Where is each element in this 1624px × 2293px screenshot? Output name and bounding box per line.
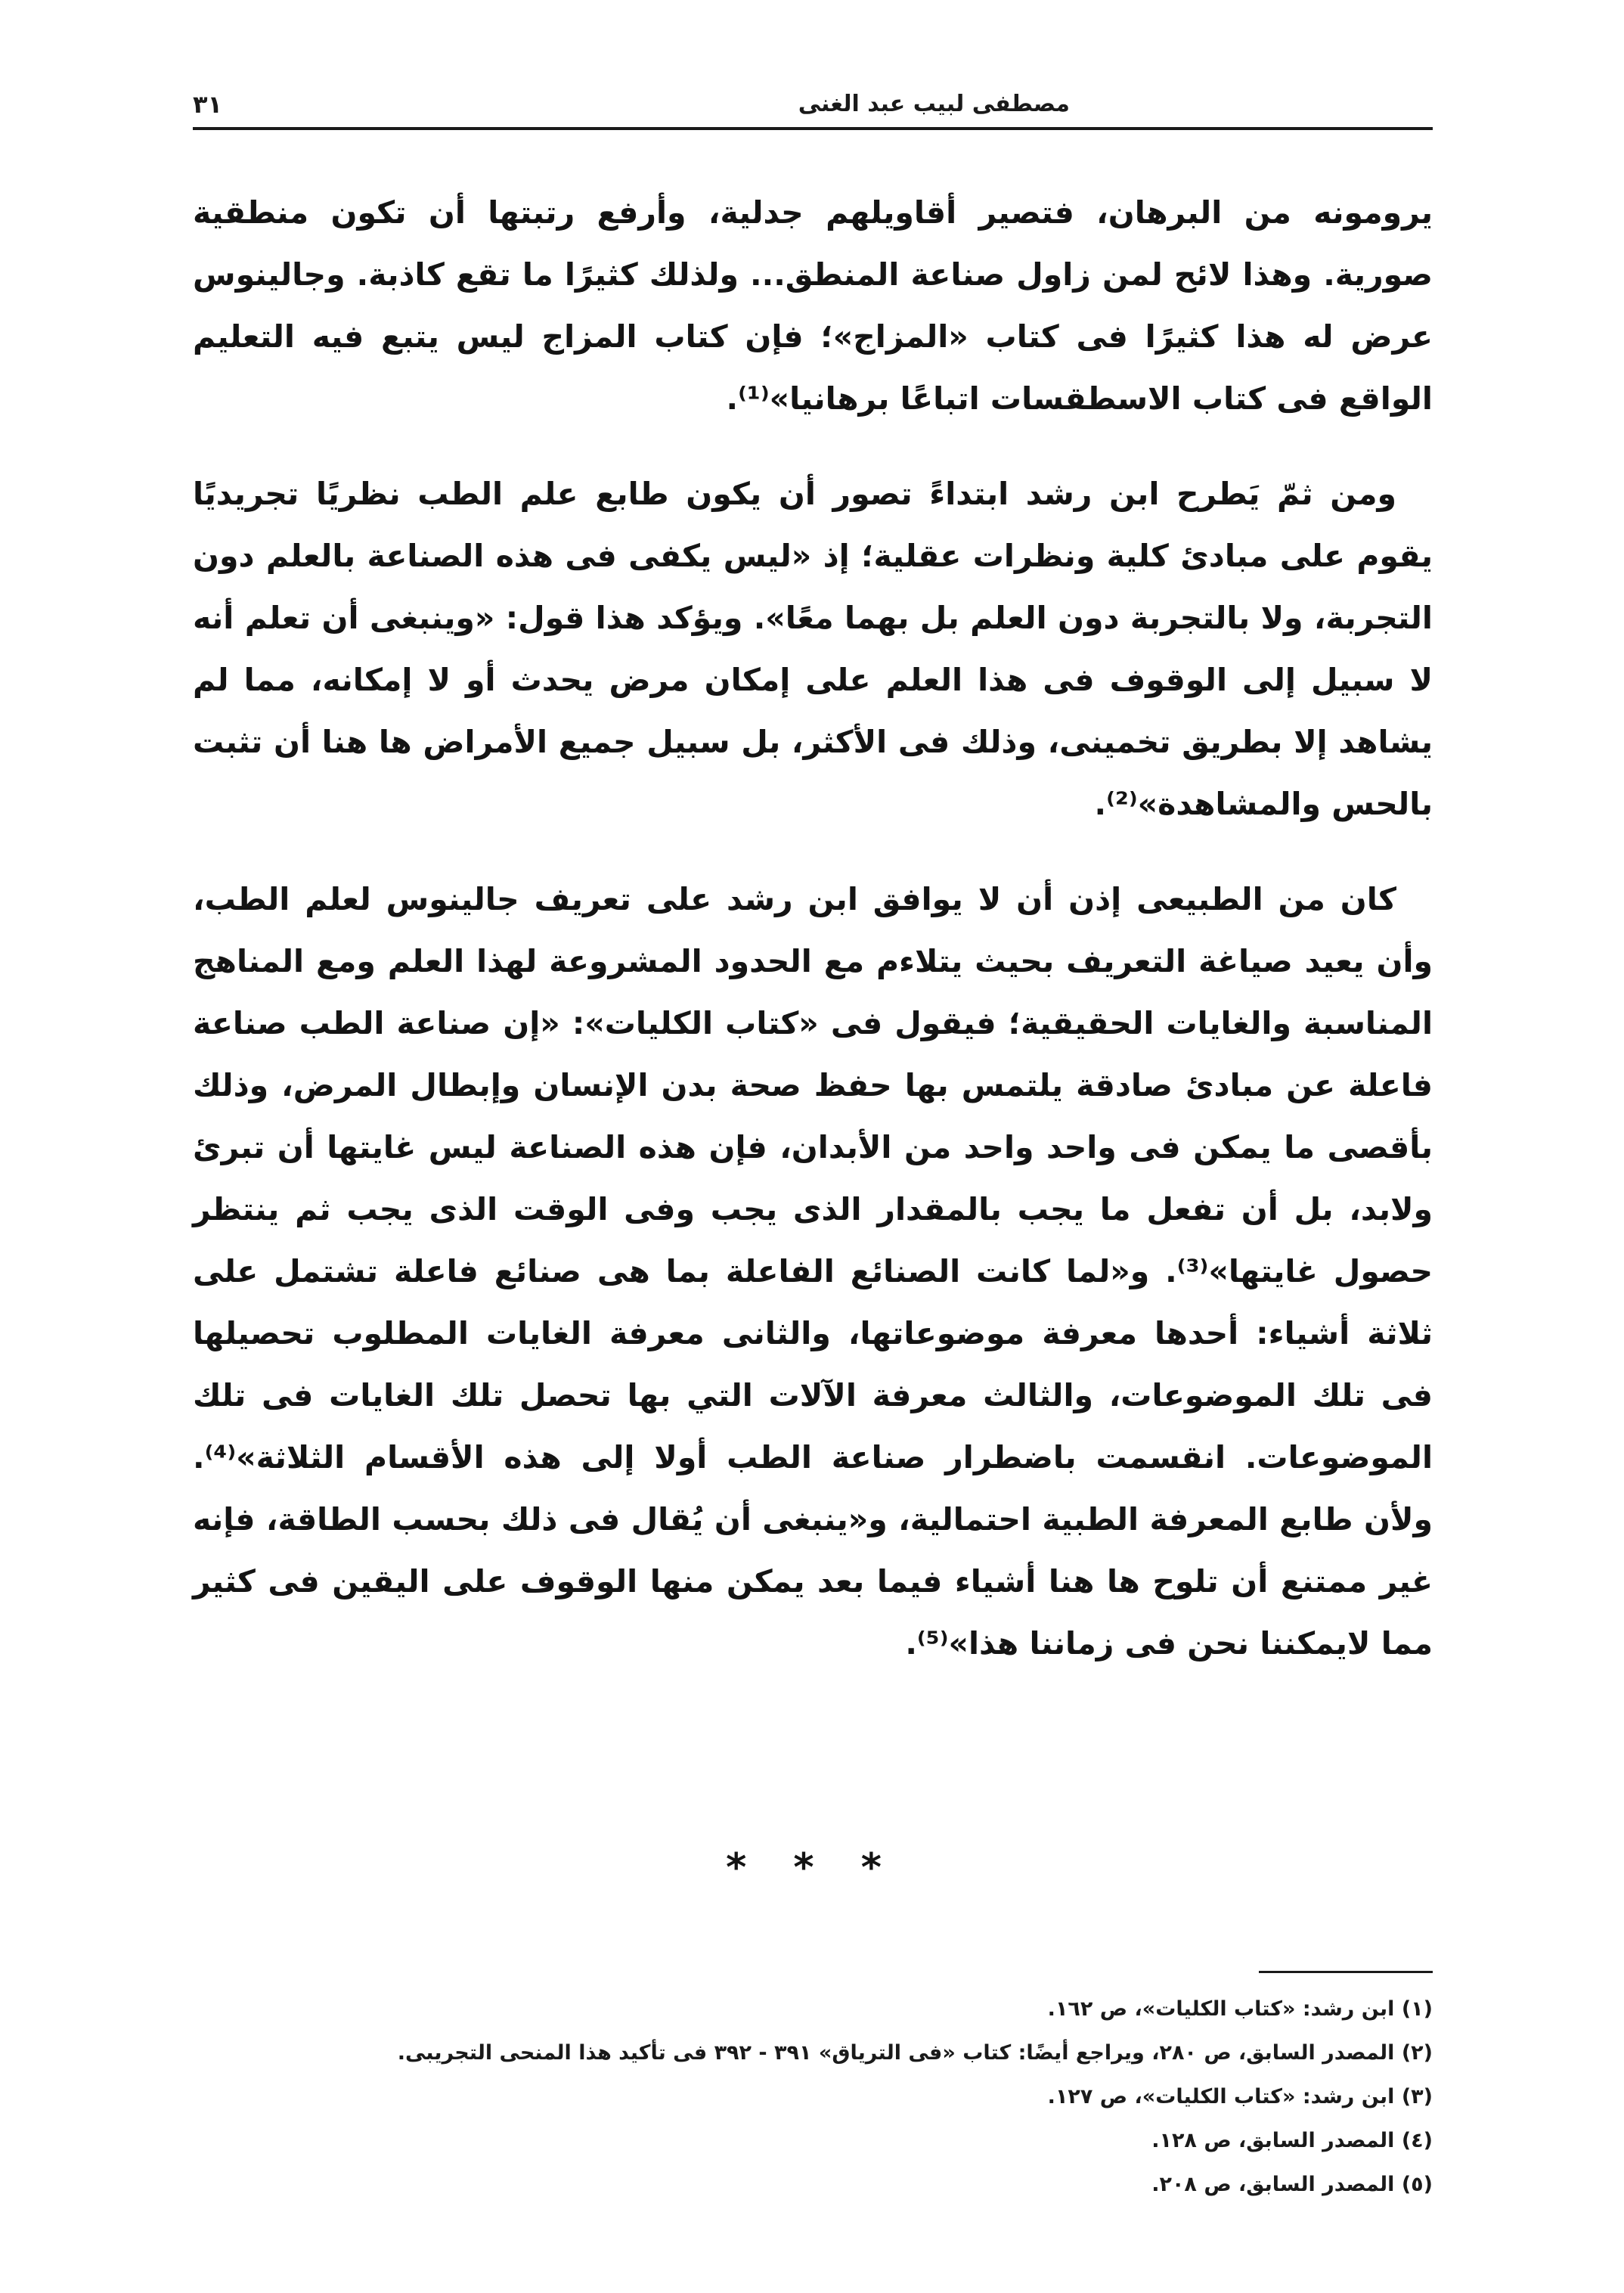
section-separator: * * * xyxy=(726,1845,898,1891)
page-header xyxy=(193,82,1433,127)
running-title: مصطفى لبيب عبد الغنى xyxy=(798,91,1070,117)
footnote-divider xyxy=(1259,1971,1433,1973)
footnote-5: (٥) المصدر السابق، ص ٢٠٨. xyxy=(1151,2173,1433,2196)
paragraph-3: كان من الطبيعى إذن أن لا يوافق ابن رشد على تعريف جالينوس لعلم الطب، وأن يعيد صياغة التعريف بحيث يتلاءم مع الحدود المشروعة لهذا العلم ومع المناهج المناسبة والغايات الحقيقية؛ فيقول فى «كتاب الكليات»: «إن صناعة الطب صناعة فاعلة عن مبادئ صادقة يلتمس بها حفظ صحة بدن الإنسان وإبطال المرض، وذلك بأقصى ما يمكن فى واحد واحد من الأبدان، فإن هذه الصناعة ليس غايتها أن تبرئ ولابد، بل أن تفعل ما يجب بالمقدار الذى يجب وفى الوقت الذى يجب ثم ينتظر حصول غايتها»⁽³⁾. و«لما كانت الصنائع الفاعلة بما هى صنائع فاعلة تشتمل على ثلاثة أشياء: أحدها معرفة موضوعاتها، والثانى معرفة الغايات المطلوب تحصيلها فى تلك الموضوعات، والثالث معرفة الآلات التي بها تحصل تلك الغايات فى تلك الموضوعات. انقسمت باضطرار صناعة الطب أولا إلى هذه الأقسام الثلاثة»⁽⁴⁾. ولأن طابع المعرفة الطبية احتمالية، و«ينبغى أن يُقال فى ذلك بحسب الطاقة، فإنه غير ممتنع أن تلوح ها هنا أشياء فيما بعد يمكن منها الوقوف على اليقين فى كثير مما لايمكننا نحن فى زماننا هذا»⁽⁵⁾. xyxy=(193,881,1433,1662)
footnotes xyxy=(193,1987,1433,2207)
footnote-4: (٤) المصدر السابق، ص ١٢٨. xyxy=(1151,2129,1433,2152)
paragraph-2: ومن ثمّ يَطرح ابن رشد ابتداءً تصور أن يكون طابع علم الطب نظريًا تجريديًا يقوم على مبادئ كلية ونظرات عقلية؛ إذ «ليس يكفى فى هذه الصناعة بالعلم دون التجربة، ولا بالتجربة دون العلم بل بهما معًا». ويؤكد هذا قول: «وينبغى أن تعلم أنه لا سبيل إلى الوقوف فى هذا العلم على إمكان مرض يحدث أو لا إمكانه، مما لم يشاهد إلا بطريق تخمينى، وذلك فى الأكثر، بل سبيل جميع الأمراض ها هنا أن تثبت بالحس والمشاهدة»⁽²⁾. xyxy=(193,476,1433,822)
main-text xyxy=(193,182,1433,1708)
page-number: ٣١ xyxy=(193,90,223,119)
footnote-1: (١) ابن رشد: «كتاب الكليات»، ص ١٦٢. xyxy=(1047,1997,1433,2021)
paragraph-1: يرومونه من البرهان، فتصير أقاويلهم جدلية، وأرفع رتبتها أن تكون منطقية صورية. وهذا لائح لمن زاول صناعة المنطق... ولذلك كثيرًا ما تقع كاذبة. وجالينوس عرض له هذا كثيرًا فى كتاب «المزاج»؛ فإن كتاب المزاج ليس يتبع فيه التعليم الواقع فى كتاب الاسطقسات اتباعًا برهانيا»⁽¹⁾. xyxy=(193,194,1433,417)
header-divider xyxy=(193,127,1433,130)
footnote-3: (٣) ابن رشد: «كتاب الكليات»، ص ١٢٧. xyxy=(1047,2085,1433,2108)
footnote-2: (٢) المصدر السابق، ص ٢٨٠، ويراجع أيضًا: كتاب «فى الترياق» ٣٩١ - ٣٩٢ فى تأكيد هذا المنحى التجريبى. xyxy=(397,2041,1433,2065)
